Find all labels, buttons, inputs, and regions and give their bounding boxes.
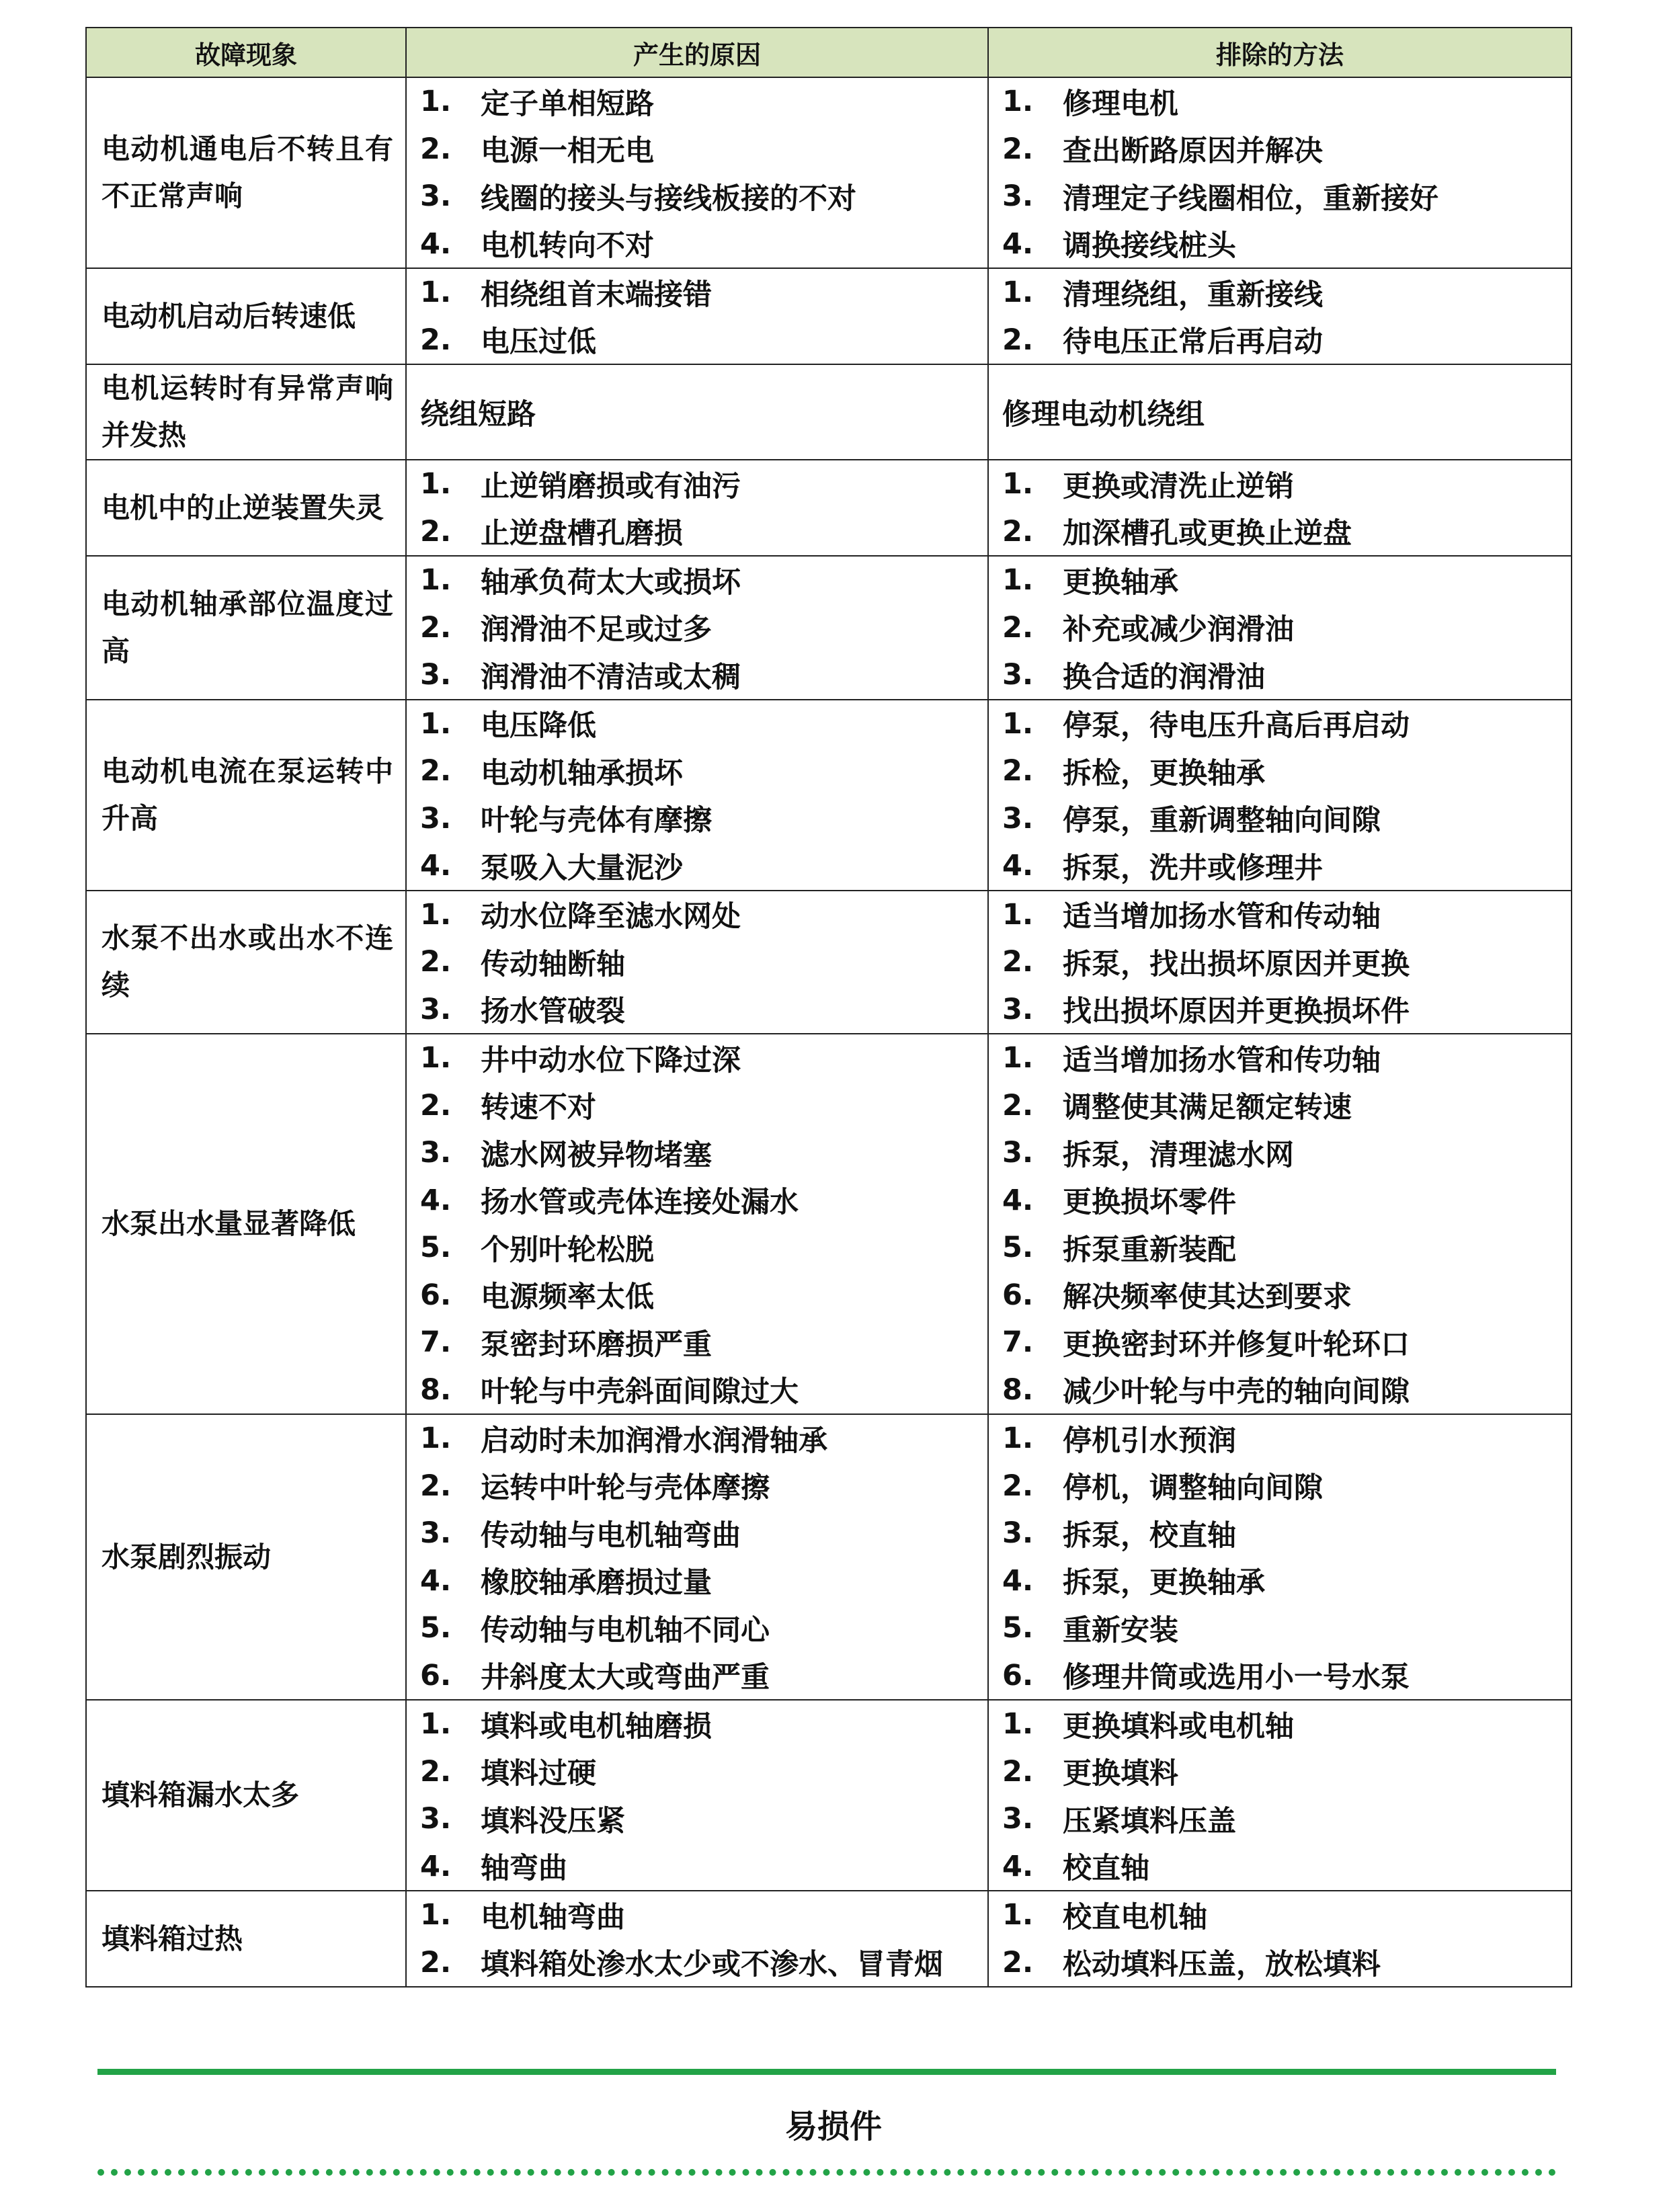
list-number: 2. — [420, 945, 452, 979]
cause-list-item — [420, 938, 987, 986]
cause-text: 润滑油不清洁或太稠 — [481, 660, 741, 694]
list-number: 1. — [1002, 85, 1034, 119]
remedy-cell — [988, 700, 1572, 891]
list-number: 6. — [1002, 1658, 1034, 1692]
symptom-cell: 电动机电流在泵运转中升高 — [86, 700, 406, 891]
remedy-text: 修理电机 — [1063, 87, 1178, 121]
header-remedy: 排除的方法 — [988, 28, 1572, 77]
cause-text: 动水位降至滤水网处 — [481, 900, 741, 934]
cause-list-item — [420, 460, 987, 508]
remedy-list-item — [1002, 1652, 1571, 1700]
cause-text: 填料过硬 — [481, 1757, 596, 1791]
remedy-text: 压紧填料压盖 — [1063, 1804, 1236, 1838]
green-divider — [97, 2069, 1556, 2075]
cause-text: 相绕组首末端接错 — [481, 278, 712, 312]
cause-text: 滤水网被异物堵塞 — [481, 1138, 712, 1172]
list-number: 4. — [1002, 227, 1034, 261]
list-number: 1. — [1002, 1422, 1034, 1456]
cause-list-item — [420, 795, 987, 843]
remedy-text: 校直轴 — [1063, 1852, 1149, 1886]
cause-list-item — [420, 1748, 987, 1796]
list-number: 3. — [1002, 992, 1034, 1026]
list-number: 2. — [1002, 754, 1034, 788]
cause-text: 泵吸入大量泥沙 — [481, 851, 683, 885]
list-number: 4. — [1002, 1183, 1034, 1217]
list-number: 1. — [420, 85, 452, 119]
cause-list-item — [420, 1701, 987, 1748]
section-title: 易损件 — [784, 2108, 882, 2145]
list-number: 3. — [420, 1802, 452, 1836]
cause-text: 电压降低 — [481, 709, 596, 743]
cause-list-item — [420, 891, 987, 939]
list-number: 2. — [420, 1754, 452, 1789]
remedy-list-item — [1002, 220, 1571, 268]
cause-cell — [406, 1034, 988, 1414]
cause-text: 定子单相短路 — [481, 87, 654, 121]
table-row — [86, 891, 1572, 1034]
cause-text: 井斜度太大或弯曲严重 — [481, 1661, 770, 1695]
header-symptom: 故障现象 — [86, 28, 406, 77]
list-number: 1. — [420, 1707, 452, 1742]
list-number: 1. — [420, 706, 452, 741]
cause-cell — [406, 364, 988, 460]
remedy-text: 拆泵，洗井或修理井 — [1063, 851, 1323, 885]
remedy-text: 更换损坏零件 — [1063, 1186, 1236, 1220]
remedy-text: 松动填料压盖，放松填料 — [1063, 1948, 1381, 1982]
remedy-list-item — [1002, 460, 1571, 508]
cause-text: 止逆盘槽孔磨损 — [481, 517, 683, 551]
remedy-list-item — [1002, 891, 1571, 939]
remedy-text: 加深槽孔或更换止逆盘 — [1063, 517, 1352, 551]
remedy-list-item — [1002, 1034, 1571, 1082]
cause-list-item — [420, 1604, 987, 1652]
cause-text: 电动机轴承损坏 — [481, 756, 683, 790]
table-row — [86, 268, 1572, 364]
list-number: 1. — [420, 1898, 452, 1932]
remedy-list-item — [1002, 1939, 1571, 1987]
table-row — [86, 556, 1572, 700]
cause-text: 线圈的接头与接线板接的不对 — [481, 181, 856, 216]
remedy-list-item — [1002, 508, 1571, 556]
symptom-cell: 填料箱漏水太多 — [86, 1700, 406, 1891]
remedy-text: 换合适的润滑油 — [1063, 660, 1265, 694]
cause-list-item — [420, 1463, 987, 1510]
list-number: 2. — [1002, 514, 1034, 548]
cause-list-item — [420, 1177, 987, 1225]
cause-list-item — [420, 1224, 987, 1272]
cause-text: 绕组短路 — [420, 397, 536, 432]
remedy-text: 拆泵，校直轴 — [1063, 1518, 1236, 1553]
remedy-text: 适当增加扬水管和传功轴 — [1063, 1043, 1381, 1077]
remedy-text: 减少叶轮与中壳的轴向间隙 — [1063, 1375, 1410, 1409]
list-number: 3. — [1002, 1516, 1034, 1551]
cause-cell — [406, 700, 988, 891]
cause-list-item — [420, 508, 987, 556]
remedy-list-item — [1002, 1177, 1571, 1225]
cause-list-item — [420, 1843, 987, 1891]
remedy-list-item — [1002, 938, 1571, 986]
cause-list-item — [420, 557, 987, 604]
remedy-cell — [988, 1700, 1572, 1891]
cause-text: 轴承负荷太大或损坏 — [481, 565, 741, 600]
remedy-list-item — [1002, 1319, 1571, 1366]
symptom-cell: 水泵剧烈振动 — [86, 1414, 406, 1700]
remedy-text: 调换接线桩头 — [1063, 229, 1236, 263]
cause-text: 填料箱处渗水太少或不渗水、冒青烟 — [481, 1948, 943, 1982]
cause-cell — [406, 77, 988, 268]
list-number: 3. — [420, 801, 452, 835]
remedy-list-item — [1002, 795, 1571, 843]
list-number: 4. — [1002, 1849, 1034, 1883]
remedy-text: 校直电机轴 — [1063, 1900, 1207, 1934]
remedy-list-item — [1002, 557, 1571, 604]
list-number: 1. — [420, 276, 452, 310]
remedy-text: 停泵，重新调整轴向间隙 — [1063, 804, 1381, 838]
remedy-list-item — [1002, 1463, 1571, 1510]
list-number: 4. — [420, 1563, 452, 1598]
cause-list-item — [420, 651, 987, 699]
cause-text: 泵密封环磨损严重 — [481, 1327, 712, 1362]
symptom-cell: 电动机通电后不转且有不正常声响 — [86, 77, 406, 268]
list-number: 1. — [420, 1041, 452, 1075]
cause-text: 启动时未加润滑水润滑轴承 — [481, 1424, 827, 1458]
dotted-divider — [97, 2169, 1556, 2176]
cause-list-item — [420, 78, 987, 126]
remedy-list-item — [1002, 1891, 1571, 1939]
remedy-list-item — [1002, 1510, 1571, 1557]
list-number: 1. — [1002, 563, 1034, 598]
list-number: 4. — [420, 1183, 452, 1217]
remedy-cell — [988, 1891, 1572, 1987]
cause-list-item — [420, 842, 987, 890]
cause-list-item — [420, 1272, 987, 1319]
cause-cell — [406, 556, 988, 700]
cause-text: 扬水管破裂 — [481, 995, 625, 1029]
remedy-cell — [988, 556, 1572, 700]
cause-list-item — [420, 1129, 987, 1177]
remedy-text: 查出断路原因并解决 — [1063, 134, 1323, 169]
remedy-cell — [988, 364, 1572, 460]
table-body — [86, 77, 1572, 1987]
remedy-text: 停泵，待电压升高后再启动 — [1063, 709, 1410, 743]
list-number: 8. — [420, 1373, 452, 1407]
list-number: 2. — [1002, 1945, 1034, 1979]
list-number: 1. — [420, 563, 452, 598]
cause-text: 扬水管或壳体连接处漏水 — [481, 1186, 799, 1220]
list-number: 1. — [1002, 467, 1034, 501]
cause-list-item — [420, 700, 987, 748]
cause-list-item — [420, 1415, 987, 1463]
table-row — [86, 700, 1572, 891]
remedy-list-item — [1002, 1795, 1571, 1843]
cause-list-item — [420, 1795, 987, 1843]
list-number: 1. — [420, 467, 452, 501]
list-number: 1. — [1002, 1898, 1034, 1932]
list-number: 4. — [420, 1849, 452, 1883]
cause-cell — [406, 460, 988, 556]
remedy-list-item — [1002, 1415, 1571, 1463]
remedy-list-item — [1002, 651, 1571, 699]
remedy-list-item — [1002, 842, 1571, 890]
remedy-list-item — [1002, 1129, 1571, 1177]
list-number: 3. — [420, 658, 452, 692]
list-number: 1. — [420, 1422, 452, 1456]
list-number: 3. — [1002, 658, 1034, 692]
list-number: 4. — [1002, 1563, 1034, 1598]
list-number: 6. — [420, 1658, 452, 1692]
cause-text: 叶轮与壳体有摩擦 — [481, 804, 712, 838]
list-number: 4. — [420, 849, 452, 883]
cause-cell — [406, 891, 988, 1034]
list-number: 3. — [1002, 179, 1034, 214]
cause-list-item — [420, 1082, 987, 1130]
list-number: 1. — [1002, 897, 1034, 932]
table-row — [86, 1414, 1572, 1700]
remedy-text: 拆泵，更换轴承 — [1063, 1566, 1265, 1600]
remedy-text: 拆泵，找出损坏原因并更换 — [1063, 947, 1410, 981]
table-row — [86, 77, 1572, 268]
remedy-cell — [988, 268, 1572, 364]
cause-text: 电源一相无电 — [481, 134, 654, 169]
cause-list-item — [420, 986, 987, 1034]
remedy-text: 修理电动机绕组 — [1002, 397, 1205, 432]
remedy-list-item — [1002, 986, 1571, 1034]
remedy-cell — [988, 77, 1572, 268]
remedy-text: 停机引水预润 — [1063, 1424, 1236, 1458]
list-number: 3. — [420, 179, 452, 214]
list-number: 1. — [1002, 1707, 1034, 1742]
remedy-list-item — [1002, 1272, 1571, 1319]
cause-text: 填料或电机轴磨损 — [481, 1709, 712, 1744]
list-number: 2. — [420, 1469, 452, 1503]
remedy-text: 重新安装 — [1063, 1613, 1178, 1647]
list-number: 2. — [420, 610, 452, 645]
remedy-text: 清理定子线圈相位，重新接好 — [1063, 181, 1438, 216]
remedy-list-item — [1002, 269, 1571, 317]
list-number: 2. — [420, 514, 452, 548]
cause-text: 转速不对 — [481, 1091, 596, 1125]
cause-text: 电源频率太低 — [481, 1280, 654, 1315]
remedy-text: 适当增加扬水管和传动轴 — [1063, 900, 1381, 934]
list-number: 5. — [420, 1231, 452, 1265]
remedy-cell — [988, 1034, 1572, 1414]
remedy-list-item — [1002, 1366, 1571, 1414]
cause-list-item — [420, 126, 987, 173]
symptom-cell: 电动机启动后转速低 — [86, 268, 406, 364]
remedy-text: 补充或减少润滑油 — [1063, 613, 1294, 647]
cause-text: 轴弯曲 — [481, 1852, 567, 1886]
list-number: 2. — [1002, 945, 1034, 979]
cause-text: 止逆销磨损或有油污 — [481, 469, 741, 503]
list-number: 2. — [420, 132, 452, 166]
remedy-text: 调整使其满足额定转速 — [1063, 1091, 1352, 1125]
list-number: 2. — [1002, 1469, 1034, 1503]
cause-list-item — [420, 269, 987, 317]
cause-list-item — [420, 1319, 987, 1366]
remedy-list-item — [1002, 78, 1571, 126]
list-number: 3. — [420, 1516, 452, 1551]
cause-cell — [406, 1891, 988, 1987]
symptom-cell: 水泵不出水或出水不连续 — [86, 891, 406, 1034]
remedy-text: 更换密封环并修复叶轮环口 — [1063, 1327, 1410, 1362]
list-number: 2. — [420, 754, 452, 788]
list-number: 3. — [420, 992, 452, 1026]
remedy-text: 更换填料或电机轴 — [1063, 1709, 1294, 1744]
cause-list-item — [420, 1652, 987, 1700]
remedy-cell — [988, 460, 1572, 556]
remedy-list-item — [1002, 317, 1571, 364]
list-number: 5. — [420, 1611, 452, 1645]
table-header-row — [86, 28, 1572, 77]
remedy-list-item — [1002, 1557, 1571, 1605]
cause-text: 传动轴断轴 — [481, 947, 625, 981]
list-number: 7. — [420, 1325, 452, 1360]
remedy-list-item — [1002, 126, 1571, 173]
remedy-text: 拆泵重新装配 — [1063, 1233, 1236, 1267]
list-number: 4. — [420, 227, 452, 261]
list-number: 3. — [1002, 1802, 1034, 1836]
remedy-list-item — [1002, 700, 1571, 748]
remedy-list-item — [1002, 747, 1571, 795]
list-number: 1. — [1002, 1041, 1034, 1075]
remedy-list-item — [1002, 1082, 1571, 1130]
list-number: 1. — [420, 897, 452, 932]
remedy-list-item — [1002, 1604, 1571, 1652]
table-row — [86, 1891, 1572, 1987]
header-cause: 产生的原因 — [406, 28, 988, 77]
cause-list-item — [420, 1939, 987, 1987]
list-number: 2. — [1002, 1088, 1034, 1122]
list-number: 2. — [420, 1088, 452, 1122]
list-number: 2. — [420, 323, 452, 357]
list-number: 7. — [1002, 1325, 1034, 1360]
remedy-list-item — [1002, 173, 1571, 220]
cause-text: 井中动水位下降过深 — [481, 1043, 741, 1077]
cause-list-item — [420, 1557, 987, 1605]
cause-cell — [406, 1700, 988, 1891]
remedy-text: 清理绕组，重新接线 — [1063, 278, 1323, 312]
list-number: 2. — [1002, 132, 1034, 166]
cause-cell — [406, 1414, 988, 1700]
list-number: 2. — [420, 1945, 452, 1979]
cause-list-item — [420, 604, 987, 652]
cause-text: 传动轴与电机轴不同心 — [481, 1613, 770, 1647]
table-row — [86, 364, 1572, 460]
symptom-cell: 电机运转时有异常声响并发热 — [86, 364, 406, 460]
cause-text: 橡胶轴承磨损过量 — [481, 1566, 712, 1600]
table-row — [86, 1034, 1572, 1414]
remedy-list-item — [1002, 604, 1571, 652]
table-row — [86, 1700, 1572, 1891]
remedy-cell — [988, 1414, 1572, 1700]
remedy-text: 拆泵，清理滤水网 — [1063, 1138, 1294, 1172]
remedy-text: 找出损坏原因并更换损坏件 — [1063, 995, 1410, 1029]
list-number: 5. — [1002, 1231, 1034, 1265]
remedy-text: 更换填料 — [1063, 1757, 1178, 1791]
cause-list-item — [420, 173, 987, 220]
list-number: 2. — [1002, 323, 1034, 357]
list-number: 2. — [1002, 1754, 1034, 1789]
remedy-text: 拆检，更换轴承 — [1063, 756, 1265, 790]
cause-text: 润滑油不足或过多 — [481, 613, 712, 647]
remedy-list-item — [1002, 1748, 1571, 1796]
symptom-cell: 电机中的止逆装置失灵 — [86, 460, 406, 556]
remedy-text: 停机，调整轴向间隙 — [1063, 1471, 1323, 1506]
symptom-cell: 填料箱过热 — [86, 1891, 406, 1987]
cause-list-item — [420, 1034, 987, 1082]
remedy-text: 解决频率使其达到要求 — [1063, 1280, 1352, 1315]
remedy-list-item — [1002, 1701, 1571, 1748]
list-number: 6. — [1002, 1278, 1034, 1312]
cause-list-item — [420, 1891, 987, 1939]
list-number: 3. — [1002, 1136, 1034, 1170]
remedy-text: 修理井筒或选用小一号水泵 — [1063, 1661, 1410, 1695]
remedy-text: 待电压正常后再启动 — [1063, 325, 1323, 360]
cause-text: 个别叶轮松脱 — [481, 1233, 654, 1267]
cause-text: 运转中叶轮与壳体摩擦 — [481, 1471, 770, 1506]
remedy-list-item — [1002, 1843, 1571, 1891]
cause-list-item — [420, 1510, 987, 1557]
list-number: 4. — [1002, 849, 1034, 883]
cause-text: 传动轴与电机轴弯曲 — [481, 1518, 741, 1553]
cause-text: 电机转向不对 — [481, 229, 654, 263]
symptom-cell: 电动机轴承部位温度过高 — [86, 556, 406, 700]
remedy-cell — [988, 891, 1572, 1034]
list-number: 3. — [420, 1136, 452, 1170]
table-row — [86, 460, 1572, 556]
remedy-text: 更换或清洗止逆销 — [1063, 469, 1294, 503]
cause-text: 叶轮与中壳斜面间隙过大 — [481, 1375, 799, 1409]
cause-list-item — [420, 220, 987, 268]
fault-table — [85, 27, 1572, 1988]
remedy-text: 更换轴承 — [1063, 565, 1178, 600]
list-number: 2. — [1002, 610, 1034, 645]
list-number: 6. — [420, 1278, 452, 1312]
list-number: 5. — [1002, 1611, 1034, 1645]
cause-list-item — [420, 747, 987, 795]
cause-list-item — [420, 1366, 987, 1414]
list-number: 1. — [1002, 706, 1034, 741]
list-number: 8. — [1002, 1373, 1034, 1407]
cause-text: 填料没压紧 — [481, 1804, 625, 1838]
cause-text: 电机轴弯曲 — [481, 1900, 625, 1934]
list-number: 1. — [1002, 276, 1034, 310]
remedy-list-item — [1002, 1224, 1571, 1272]
list-number: 3. — [1002, 801, 1034, 835]
cause-cell — [406, 268, 988, 364]
cause-text: 电压过低 — [481, 325, 596, 360]
cause-list-item — [420, 317, 987, 364]
symptom-cell: 水泵出水量显著降低 — [86, 1034, 406, 1414]
